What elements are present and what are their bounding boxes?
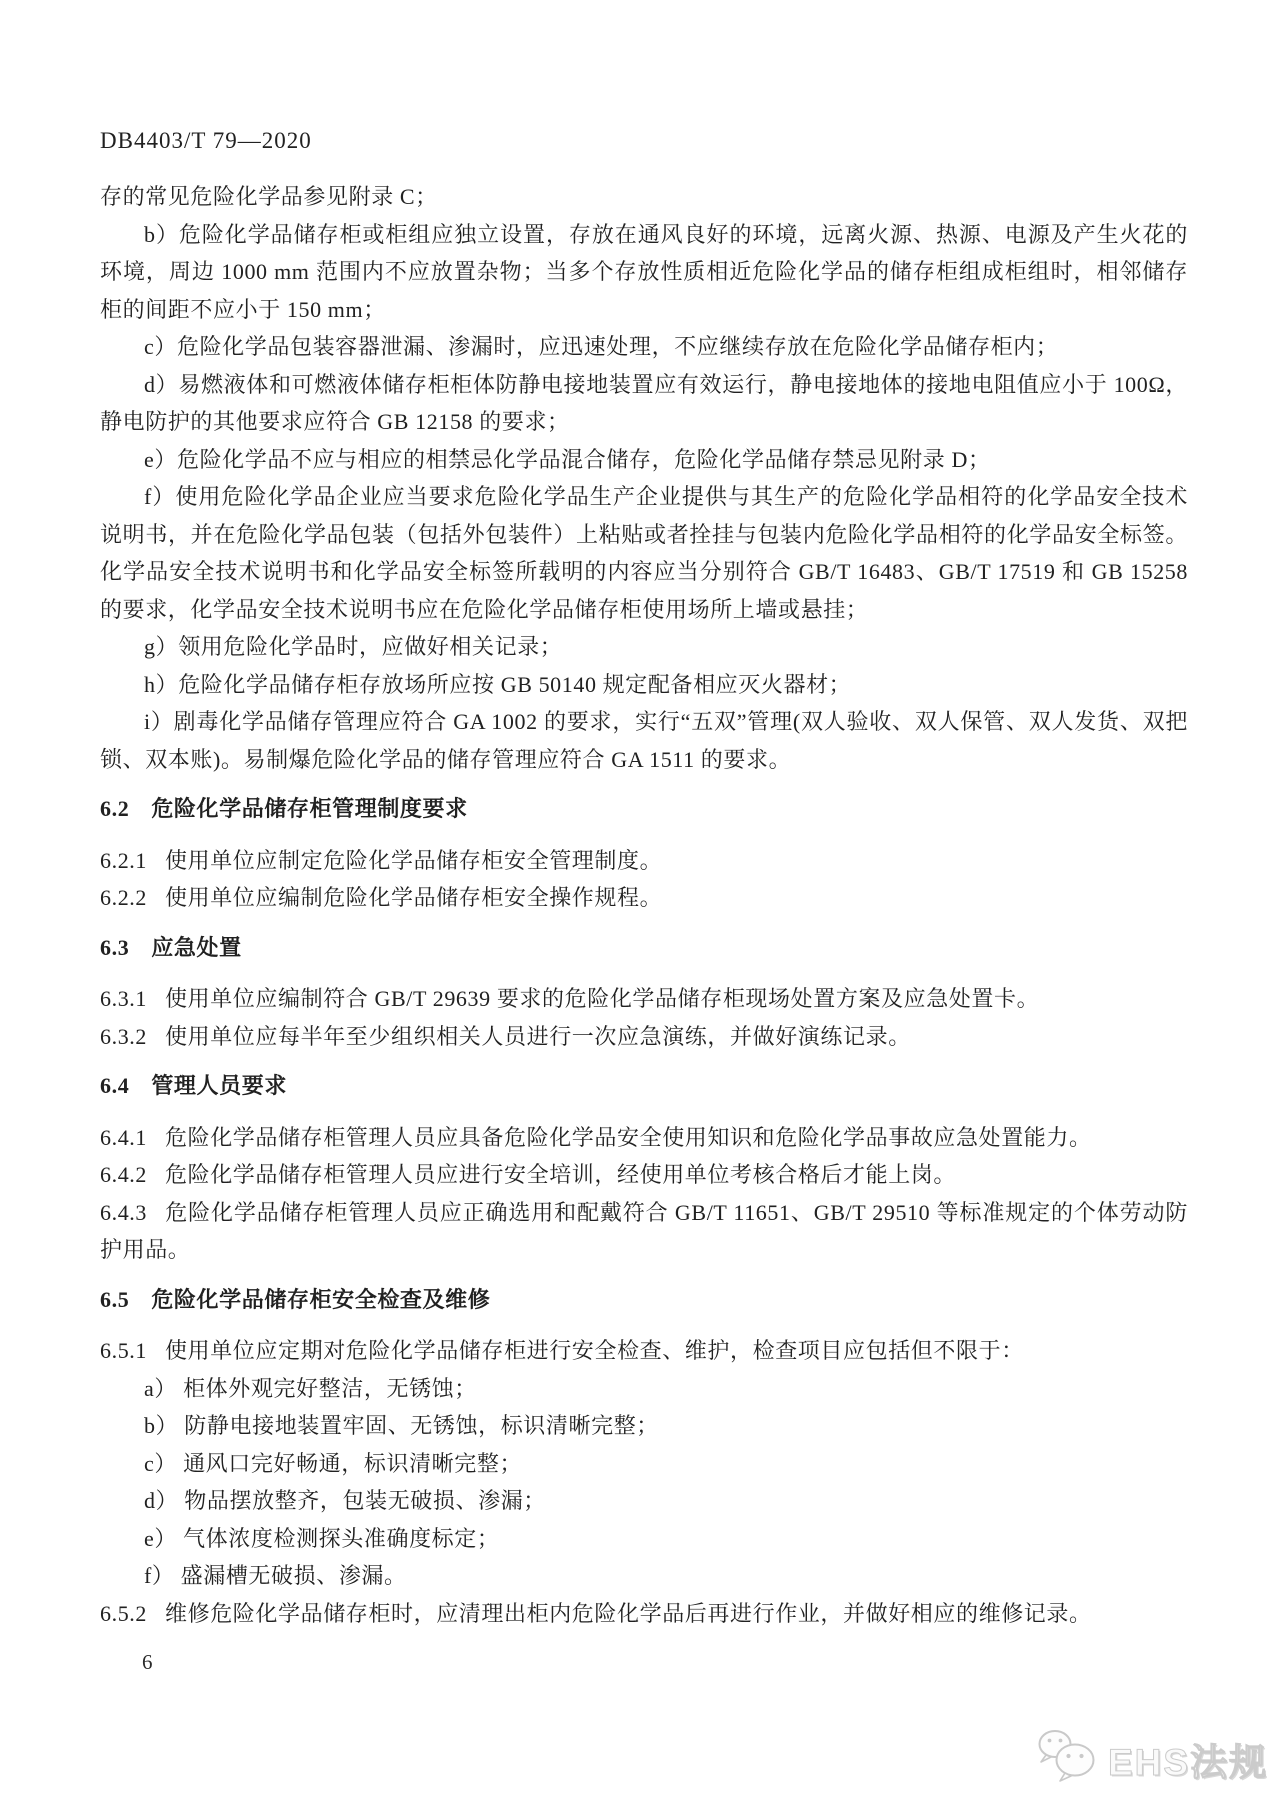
clause-number: 6.5.1 xyxy=(100,1338,147,1363)
check-item-c: c） 通风口完好畅通，标识清晰完整； xyxy=(144,1450,523,1476)
clause-number: 6.4.3 xyxy=(100,1199,147,1225)
clause-6-4-3 xyxy=(100,1194,1188,1269)
clause-number: 6.3.2 xyxy=(100,1023,147,1049)
clause-text: 使用单位应定期对危险化学品储存柜进行安全检查、维护，检查项目应包括但不限于： xyxy=(165,1338,1024,1363)
clause-number: 6.3.1 xyxy=(100,986,147,1011)
list-item-d: d）易燃液体和可燃液体储存柜柜体防静电接地装置应有效运行，静电接地体的接地电阻值应小于 100Ω，静电防护的其他要求应符合 GB 12158 的要求； xyxy=(100,371,1188,434)
list-item-i: i）剧毒化学品储存管理应符合 GA 1002 的要求，实行“五双”管理(双人验收、双人保管、双人发货、双把锁、双本账)。易制爆危险化学品的储存管理应符合 GA 1511 的要求。 xyxy=(100,709,1188,772)
section-number: 6.2 xyxy=(100,796,130,821)
clause-text: 危险化学品储存柜管理人员应正确选用和配戴符合 GB/T 11651、GB/T 29510 等标准规定的个体劳动防护用品。 xyxy=(100,1199,1188,1262)
list-item-b: b）危险化学品储存柜或柜组应独立设置，存放在通风良好的环境，远离火源、热源、电源及产生火花的环境，周边 1000 mm 范围内不应放置杂物；当多个存放性质相近危险化学品的储存柜组成柜组时，相邻储存柜的间距不应小于 150 mm； xyxy=(100,221,1188,322)
section-heading-6-4 xyxy=(100,1067,1188,1105)
section-title: 应急处置 xyxy=(151,934,242,960)
clause-number: 6.4.2 xyxy=(100,1162,147,1187)
section-title: 危险化学品储存柜安全检查及维修 xyxy=(151,1286,491,1312)
clause-number: 6.2.1 xyxy=(100,847,147,873)
document-code: DB4403/T 79—2020 xyxy=(100,128,312,153)
clause-6-2-2 xyxy=(100,879,1188,917)
section-heading-6-3 xyxy=(100,929,1188,967)
watermark-label: EHS法规 xyxy=(1108,1741,1269,1783)
page-number: 6 xyxy=(142,1650,153,1674)
clause-6-3-2 xyxy=(100,1018,1188,1056)
section-heading-6-2 xyxy=(100,790,1188,828)
clause-6-3-1 xyxy=(100,980,1188,1018)
clause-6-4-2 xyxy=(100,1156,1188,1194)
clause-text: 使用单位应编制危险化学品储存柜安全操作规程。 xyxy=(165,885,663,910)
clause-6-2-1 xyxy=(100,842,1188,880)
clause-number: 6.2.2 xyxy=(100,885,147,910)
clause-text: 使用单位应每半年至少组织相关人员进行一次应急演练，并做好演练记录。 xyxy=(165,1023,911,1049)
clause-number: 6.4.1 xyxy=(100,1124,147,1150)
check-item-f: f） 盛漏槽无破损、渗漏。 xyxy=(144,1563,407,1588)
clause-text: 使用单位应编制符合 GB/T 29639 要求的危险化学品储存柜现场处置方案及应急处置卡。 xyxy=(165,986,1040,1011)
list-item-f: f）使用危险化学品企业应当要求危险化学品生产企业提供与其生产的危险化学品相符的化学品安全技术说明书，并在危险化学品包装（包括外包装件）上粘贴或者拴挂与包装内危险化学品相符的化学品安全标签。化学品安全技术说明书和化学品安全标签所载明的内容应当分别符合 GB/T 16483、GB/T 17519 和 GB 15258 的要求，化学品安全技术说明书应在危险化学品储存柜使用场所上墙或悬挂； xyxy=(100,484,1188,622)
check-item-e: e） 气体浓度检测探头准确度标定； xyxy=(144,1525,500,1551)
list-item-g: g）领用危险化学品时，应做好相关记录； xyxy=(144,634,563,659)
watermark xyxy=(1036,1728,1268,1789)
paragraph-continuation: 存的常见危险化学品参见附录 C； xyxy=(100,184,438,209)
clause-text: 危险化学品储存柜管理人员应进行安全培训，经使用单位考核合格后才能上岗。 xyxy=(165,1162,957,1187)
clause-6-4-1 xyxy=(100,1119,1188,1157)
section-title: 危险化学品储存柜管理制度要求 xyxy=(151,796,468,821)
clause-text: 使用单位应制定危险化学品储存柜安全管理制度。 xyxy=(165,847,663,873)
section-heading-6-5 xyxy=(100,1281,1188,1319)
list-item-c: c）危险化学品包装容器泄漏、渗漏时，应迅速处理，不应继续存放在危险化学品储存柜内； xyxy=(144,334,1059,359)
check-item-a: a） 柜体外观完好整洁，无锈蚀； xyxy=(144,1375,477,1401)
clause-6-5-2 xyxy=(100,1595,1188,1633)
clause-text: 维修危险化学品储存柜时，应清理出柜内危险化学品后再进行作业，并做好相应的维修记录。 xyxy=(165,1600,1092,1626)
wechat-icon xyxy=(1036,1728,1100,1789)
section-number: 6.5 xyxy=(100,1286,130,1312)
section-title: 管理人员要求 xyxy=(151,1073,287,1098)
section-number: 6.3 xyxy=(100,934,130,960)
clause-number: 6.5.2 xyxy=(100,1600,147,1626)
clause-text: 危险化学品储存柜管理人员应具备危险化学品安全使用知识和危险化学品事故应急处置能力。 xyxy=(165,1124,1092,1150)
list-item-h: h）危险化学品储存柜存放场所应按 GB 50140 规定配备相应灭火器材； xyxy=(144,671,852,697)
check-item-d: d） 物品摆放整齐，包装无破损、渗漏； xyxy=(144,1488,546,1513)
list-item-e: e）危险化学品不应与相应的相禁忌化学品混合储存，危险化学品储存禁忌见附录 D； xyxy=(144,446,991,472)
clause-6-5-1 xyxy=(100,1332,1188,1370)
document-content xyxy=(100,128,1188,1632)
section-number: 6.4 xyxy=(100,1073,130,1098)
check-item-b: b） 防静电接地装置牢固、无锈蚀，标识清晰完整； xyxy=(144,1413,659,1438)
